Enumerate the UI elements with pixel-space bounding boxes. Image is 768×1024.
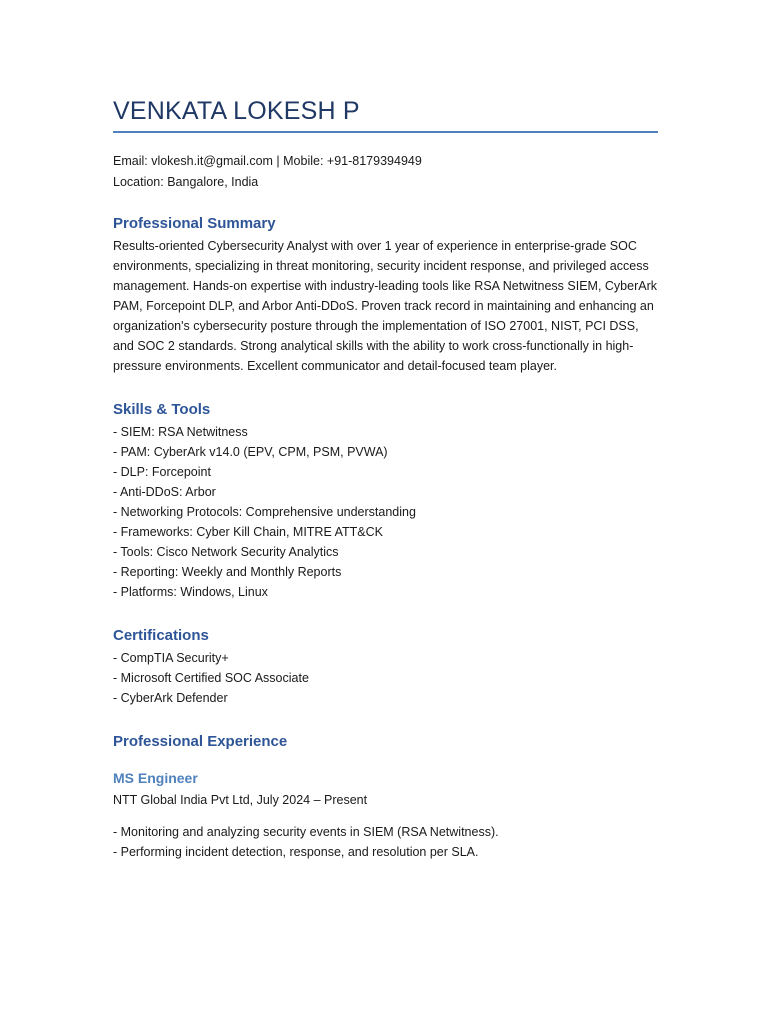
list-item: - Microsoft Certified SOC Associate xyxy=(113,671,309,685)
list-item: - Reporting: Weekly and Monthly Reports xyxy=(113,565,342,579)
list-item: - Networking Protocols: Comprehensive understanding xyxy=(113,505,416,519)
job-entry xyxy=(113,768,658,862)
list-item: - SIEM: RSA Netwitness xyxy=(113,425,248,439)
list-item: - Frameworks: Cyber Kill Chain, MITRE ATT&CK xyxy=(113,525,383,539)
list-item: - CompTIA Security+ xyxy=(113,651,229,665)
list-item: - CyberArk Defender xyxy=(113,691,228,705)
job-role: MS Engineer xyxy=(113,770,198,786)
job-company-dates: NTT Global India Pvt Ltd, July 2024 – Present xyxy=(113,793,368,807)
skills-heading: Skills & Tools xyxy=(113,401,211,418)
list-item: - Tools: Cisco Network Security Analytics xyxy=(113,545,339,559)
experience-heading: Professional Experience xyxy=(113,733,288,750)
list-item: - Platforms: Windows, Linux xyxy=(113,585,268,599)
list-item: - Anti-DDoS: Arbor xyxy=(113,485,216,499)
resume-page xyxy=(113,96,658,862)
list-item: - Monitoring and analyzing security events in SIEM (RSA Netwitness). xyxy=(113,825,499,839)
list-item: - Performing incident detection, response, and resolution per SLA. xyxy=(113,845,479,859)
contact-line: Email: vlokesh.it@gmail.com | Mobile: +91-8179394949 xyxy=(113,154,422,168)
certifications-heading: Certifications xyxy=(113,627,209,644)
location-line: Location: Bangalore, India xyxy=(113,175,259,189)
skills-list xyxy=(113,422,658,602)
certifications-list xyxy=(113,648,658,708)
list-item: - PAM: CyberArk v14.0 (EPV, CPM, PSM, PVWA) xyxy=(113,445,388,459)
job-duties-list xyxy=(113,822,658,862)
summary-heading: Professional Summary xyxy=(113,215,276,232)
list-item: - DLP: Forcepoint xyxy=(113,465,211,479)
summary-text: Results-oriented Cybersecurity Analyst with over 1 year of experience in enterprise-grade SOC environments, specializing in threat monitoring, security incident response, and privileged access management. Hands-on expertise with industry-leading tools like RSA Netwitness SIEM, CyberArk PAM, Forcepoint DLP, and Arbor Anti-DDoS. Proven track record in maintaining and enhancing an organization's cybersecurity posture through the implementation of ISO 27001, NIST, PCI DSS, and SOC 2 standards. Strong analytical skills with the ability to work cross-functionally in high-pressure environments. Excellent communicator and detail-focused team player. xyxy=(113,239,657,373)
contact-block xyxy=(113,151,658,193)
candidate-name: VENKATA LOKESH P xyxy=(113,96,658,133)
